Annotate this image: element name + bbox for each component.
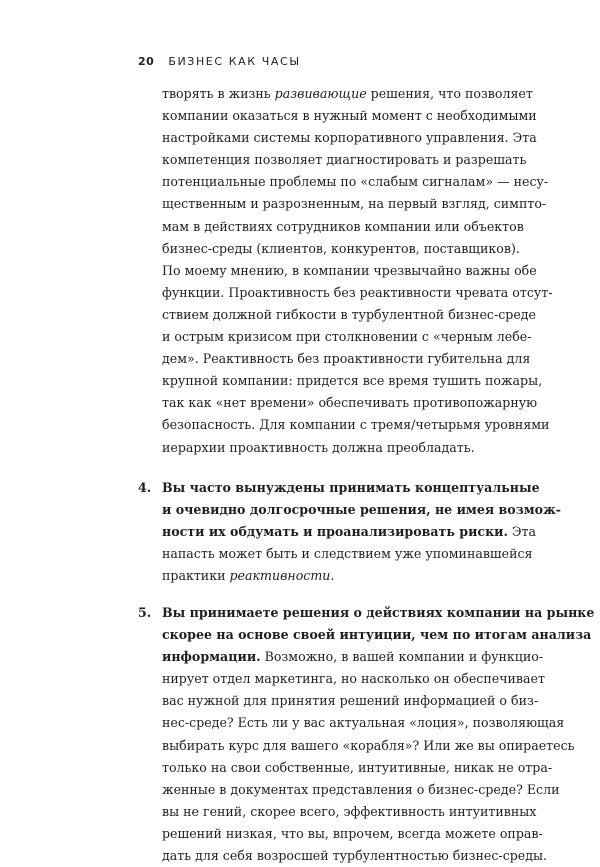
- text-line: крупной компании: придется все время тушить пожары,: [162, 373, 543, 389]
- text-line: бизнес-среды (клиентов, конкурентов, поставщиков).: [162, 240, 520, 256]
- text-line: напасть может быть и следствием уже упоминавшейся: [162, 546, 533, 562]
- text-line: Вы принимаете решения о действиях компании на рынке: [162, 605, 595, 620]
- text-line: настройками системы корпоративного управления. Эта: [162, 130, 537, 146]
- text-line: вы не гений, скорее всего, эффективность интуитивных: [162, 803, 537, 819]
- italic-term: развивающие: [274, 86, 367, 101]
- text-line: мам в действиях сотрудников компании или объектов: [162, 218, 524, 234]
- text-line: Вы часто вынуждены принимать концептуальные: [162, 480, 540, 495]
- text-line: так как «нет времени» обеспечивать противопожарную: [162, 395, 538, 411]
- text-line: информации. Возможно, в вашей компании и функцио-: [162, 649, 544, 665]
- list-item-text: [162, 602, 595, 867]
- text-line: нес-среде? Есть ли у вас актуальная «лоция», позволяющая: [162, 715, 565, 731]
- text-line: и острым кризисом при столкновении с «черным лебе-: [162, 329, 532, 345]
- text-line: ствием должной гибкости в турбулентной бизнес-среде: [162, 306, 536, 322]
- text-line: безопасность. Для компании с тремя/четырьмя уровнями: [162, 417, 550, 433]
- text-line: потенциальные проблемы по «слабым сигналам» — несу-: [162, 174, 549, 190]
- text-line: ности их обдумать и проанализировать риски. Эта: [162, 524, 537, 540]
- text-line: щественным и разрозненным, на первый взгляд, симпто-: [162, 196, 547, 212]
- book-title: БИЗНЕС КАК ЧАСЫ: [168, 54, 301, 68]
- text-line: По моему мнению, в компании чрезвычайно важны обе: [162, 262, 537, 278]
- text-line: дать для себя возросшей турбулентностью бизнес-среды.: [162, 848, 548, 864]
- text-line: и очевидно долгосрочные решения, не имея возмож-: [162, 502, 562, 518]
- text-line: только на свои собственные, интуитивные, никак не отра-: [162, 759, 553, 775]
- text-line: выбирать курс для вашего «корабля»? Или же вы опираетесь: [162, 737, 575, 753]
- page-number: 20: [138, 54, 155, 68]
- text-line: функции. Проактивность без реактивности чревата отсут-: [162, 284, 553, 300]
- running-head: [138, 51, 301, 71]
- list-marker: 4.: [138, 480, 152, 495]
- text-line: решений низкая, что вы, впрочем, всегда можете оправ-: [162, 825, 543, 841]
- text-line: компании оказаться в нужный момент с необходимыми: [162, 108, 537, 124]
- text-line: скорее на основе своей интуиции, чем по итогам анализа: [162, 627, 592, 643]
- italic-term: реактивности: [229, 568, 331, 584]
- list-item-text: [162, 477, 562, 587]
- text-line: вас нужной для принятия решений информацией о биз-: [162, 693, 539, 709]
- text-line: нирует отдел маркетинга, но насколько он обеспечивает: [162, 671, 545, 687]
- text-line: компетенция позволяет диагностировать и разрешать: [162, 152, 527, 168]
- text-line: дем». Реактивность без проактивности губительна для: [162, 351, 531, 367]
- text-line: иерархии проактивность должна преобладать.: [162, 439, 475, 455]
- continuation-paragraph: [162, 83, 553, 459]
- list-marker: 5.: [138, 605, 152, 620]
- text-line: творять в жизнь развивающие решения, что позволяет: [162, 86, 533, 101]
- text-line: женные в документах представления о бизнес-среде? Если: [162, 781, 560, 797]
- text-line: практики реактивности.: [162, 568, 335, 584]
